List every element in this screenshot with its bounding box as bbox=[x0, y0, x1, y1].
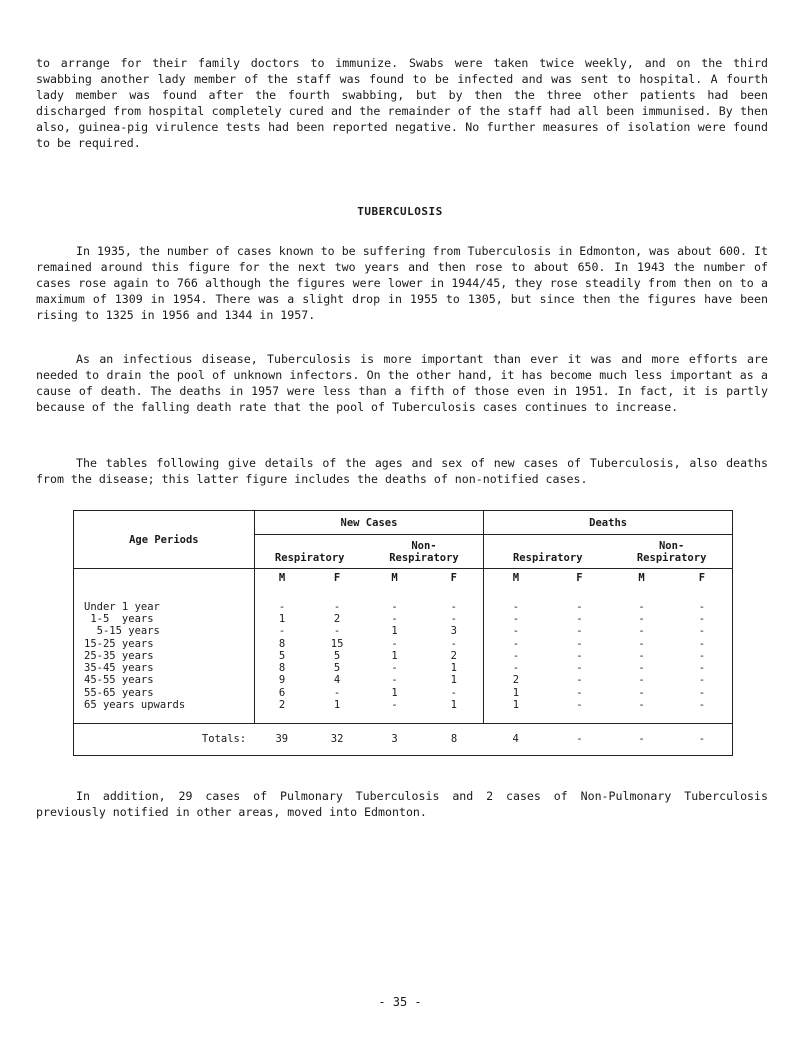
table-cell: - bbox=[391, 674, 398, 687]
table-row bbox=[74, 613, 733, 625]
table-row bbox=[74, 625, 733, 637]
table-cell: - bbox=[576, 674, 583, 687]
deaths-nonresp-header: Non- Respiratory bbox=[611, 535, 732, 569]
table-cell: - bbox=[672, 699, 733, 711]
table-row bbox=[74, 650, 733, 662]
table-cell: - bbox=[391, 662, 398, 675]
table-cell: 1 bbox=[391, 625, 398, 638]
table-row bbox=[74, 601, 733, 613]
table-cell: - bbox=[576, 600, 583, 613]
table-cell: 2 bbox=[333, 612, 341, 625]
table-cell: 5 bbox=[333, 649, 341, 662]
table-cell: 5 bbox=[278, 649, 286, 662]
tb-cases-table bbox=[73, 510, 733, 756]
table-cell: 1 bbox=[424, 662, 484, 674]
sex-m-header: M bbox=[391, 571, 398, 584]
table-cell: - bbox=[391, 600, 398, 613]
table-cell: - bbox=[512, 612, 520, 625]
table-cell: - bbox=[638, 686, 645, 699]
paragraph-tb-history: In 1935, the number of cases known to be suffering from Tuberculosis in Edmonton, was about 600. It remained around this figure for the next two years and then rose to about 650. In 1943 the number of cases rose again to 766 although the figures were lower in 1944/45, they rose steadily from then on to a maximum of 1309 in 1954. There was a slight drop in 1955 to 1305, but since then the figures have been rising to 1325 in 1956 and 1344 in 1957. bbox=[36, 244, 768, 322]
table-cell: 5 bbox=[333, 662, 341, 675]
paragraph-additional-cases: In addition, 29 cases of Pulmonary Tuberculosis and 2 cases of Non-Pulmonary Tuberculosis previously notified in other areas, moved into Edmonton. bbox=[36, 789, 768, 819]
total-cell: 3 bbox=[365, 723, 425, 755]
table-cell: - bbox=[512, 625, 520, 638]
paragraph-diphtheria-continued: to arrange for their family doctors to immunize. Swabs were taken twice weekly, and on the third swabbing another lady member of the staff was found to be infected and was sent to hospital. A fourth lady member was found after the fourth swabbing, but by then the three other patients had been discharged from hospital completely cured and the remainder of the staff had all been immunised. By then also, guinea-pig virulence tests had been reported negative. No further measures of isolation were found to be required. bbox=[36, 56, 768, 150]
table-cell: 1 bbox=[391, 649, 398, 662]
sex-m-header: M bbox=[638, 571, 645, 584]
paragraph-tb-infectious: As an infectious disease, Tuberculosis is more important than ever it was and more efforts are needed to drain the pool of unknown infectors. On the other hand, it has become much less important as a cause of death. The deaths in 1957 were less than a fifth of those even in 1951. In fact, it is partly because of the falling death rate that the pool of Tuberculosis cases continues to increase. bbox=[36, 352, 768, 414]
table-cell: - bbox=[638, 600, 645, 613]
table-cell: - bbox=[576, 699, 583, 712]
age-periods-header: Age Periods bbox=[74, 511, 255, 569]
table-cell: - bbox=[638, 625, 645, 638]
table-cell: - bbox=[576, 637, 583, 650]
table-cell: - bbox=[672, 613, 733, 625]
table-row bbox=[74, 637, 733, 649]
sex-f-header: F bbox=[333, 571, 341, 584]
table-cell: 9 bbox=[278, 674, 286, 687]
table-row bbox=[74, 662, 733, 674]
age-period-label: 35-45 years bbox=[74, 662, 255, 674]
total-cell: 32 bbox=[309, 723, 364, 755]
sex-f-header: F bbox=[576, 571, 583, 584]
table-cell: - bbox=[638, 649, 645, 662]
table-cell: 1 bbox=[424, 674, 484, 686]
table-cell: - bbox=[333, 686, 341, 699]
table-cell: - bbox=[424, 613, 484, 625]
table-cell: - bbox=[424, 637, 484, 649]
table-cell: - bbox=[333, 625, 341, 638]
table-cell: - bbox=[424, 601, 484, 613]
table-cell: - bbox=[638, 699, 645, 712]
table-cell: - bbox=[672, 625, 733, 637]
total-cell: - bbox=[611, 723, 672, 755]
table-row bbox=[74, 699, 733, 711]
table-cell: - bbox=[278, 625, 286, 638]
table-cell: 15 bbox=[330, 637, 344, 650]
table-cell: - bbox=[672, 662, 733, 674]
table-cell: - bbox=[672, 674, 733, 686]
table-cell: - bbox=[391, 699, 398, 712]
table-cell: 1 bbox=[278, 612, 286, 625]
age-period-label: 55-65 years bbox=[74, 687, 255, 699]
total-cell: 39 bbox=[254, 723, 309, 755]
table-cell: - bbox=[672, 637, 733, 649]
table-cell: 1 bbox=[512, 699, 520, 712]
table-cell: 8 bbox=[278, 637, 286, 650]
deaths-header: Deaths bbox=[484, 511, 733, 535]
age-period-label: 5-15 years bbox=[74, 625, 255, 637]
table-cell: - bbox=[576, 686, 583, 699]
table-cell: - bbox=[512, 600, 520, 613]
table-cell: - bbox=[576, 612, 583, 625]
age-period-label: 15-25 years bbox=[74, 637, 255, 649]
table-cell: - bbox=[512, 649, 520, 662]
table-cell: 1 bbox=[424, 699, 484, 711]
table-row bbox=[74, 674, 733, 686]
age-period-label: 65 years upwards bbox=[74, 699, 255, 711]
total-cell: 4 bbox=[484, 723, 548, 755]
age-period-label: Under 1 year bbox=[74, 601, 255, 613]
table-cell: 1 bbox=[333, 699, 341, 712]
table-cell: - bbox=[424, 687, 484, 699]
table-cell: - bbox=[638, 612, 645, 625]
table-cell: - bbox=[576, 649, 583, 662]
table-cell: 8 bbox=[278, 662, 286, 675]
table-cell: - bbox=[638, 674, 645, 687]
table-cell: 6 bbox=[278, 686, 286, 699]
sex-f-header: F bbox=[672, 569, 733, 587]
table-cell: 3 bbox=[424, 625, 484, 637]
table-cell: 4 bbox=[333, 674, 341, 687]
total-cell: - bbox=[672, 723, 733, 755]
table-cell: 1 bbox=[512, 686, 520, 699]
table-cell: - bbox=[638, 637, 645, 650]
table-row bbox=[74, 687, 733, 699]
table-cell: - bbox=[278, 600, 286, 613]
table-cell: - bbox=[333, 600, 341, 613]
deaths-resp-header: Respiratory bbox=[484, 535, 612, 569]
totals-label: Totals: bbox=[74, 723, 255, 755]
paragraph-tables-intro: The tables following give details of the ages and sex of new cases of Tuberculosis, also deaths from the disease; this latter figure includes the deaths of non-notified cases. bbox=[36, 456, 768, 486]
table-cell: - bbox=[638, 662, 645, 675]
table-cell: - bbox=[512, 662, 520, 675]
page-number: - 35 - bbox=[378, 995, 422, 1009]
table-cell: 2 bbox=[424, 650, 484, 662]
table-cell: 1 bbox=[391, 686, 398, 699]
table-cell: - bbox=[391, 637, 398, 650]
sex-m-header: M bbox=[512, 571, 520, 584]
sex-m-header: M bbox=[278, 571, 286, 584]
table-cell: - bbox=[391, 612, 398, 625]
sex-f-header: F bbox=[424, 569, 484, 587]
age-period-label: 1-5 years bbox=[74, 613, 255, 625]
total-cell: 8 bbox=[424, 723, 484, 755]
section-heading: TUBERCULOSIS bbox=[357, 205, 443, 218]
new-resp-header: Respiratory bbox=[254, 535, 365, 569]
new-nonresp-header: Non- Respiratory bbox=[365, 535, 484, 569]
total-cell: - bbox=[548, 723, 612, 755]
age-period-label: 25-35 years bbox=[74, 650, 255, 662]
table-cell: - bbox=[672, 650, 733, 662]
table-cell: - bbox=[576, 625, 583, 638]
table-cell: - bbox=[672, 687, 733, 699]
age-period-label: 45-55 years bbox=[74, 674, 255, 686]
table-cell: 2 bbox=[278, 699, 286, 712]
table-cell: - bbox=[672, 601, 733, 613]
table-cell: 2 bbox=[512, 674, 520, 687]
new-cases-header: New Cases bbox=[254, 511, 484, 535]
table-cell: - bbox=[512, 637, 520, 650]
table-cell: - bbox=[576, 662, 583, 675]
